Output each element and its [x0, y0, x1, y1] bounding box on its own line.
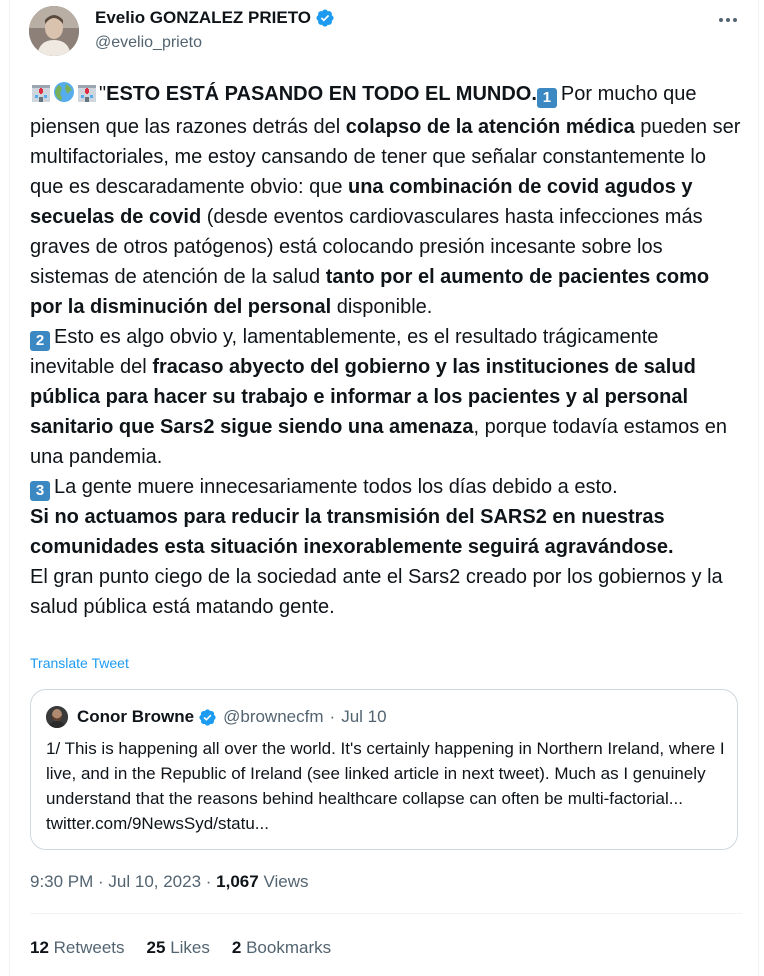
bookmarks-stat[interactable] [232, 938, 331, 958]
bookmarks-count: 2 [231, 938, 242, 957]
quoted-date[interactable]: Jul 10 [341, 707, 387, 726]
author-name-row [95, 8, 335, 28]
hospital-icon [30, 81, 52, 112]
engagement-stats [30, 938, 353, 958]
author-avatar[interactable] [29, 6, 79, 56]
text-span: pueden ser multifactoriales, me estoy cansando de tener que señalar constantemente lo que es descaradamente obvio: que [30, 116, 741, 198]
likes-label: Likes [170, 938, 210, 957]
quoted-separator: · [329, 707, 336, 726]
tweet-meta [30, 872, 309, 892]
keycap-3-icon: 3 [30, 481, 50, 501]
globe-icon [53, 81, 75, 112]
tweet-paragraph-2 [30, 322, 742, 472]
retweets-count: 12 [30, 938, 49, 957]
author-name[interactable]: Evelio GONZALEZ PRIETO [95, 8, 311, 27]
meta-separator: · [201, 872, 217, 891]
quoted-author-avatar[interactable] [46, 706, 68, 728]
tweet-text [30, 79, 742, 622]
tweet-paragraph-3 [30, 472, 742, 502]
bold-span: Si no actuamos para reducir la transmisión del SARS2 en nuestras comunidades esta situación inexorablemente seguirá agravándose. [30, 506, 674, 558]
tweet-date[interactable]: Jul 10, 2023 [108, 872, 202, 891]
more-options-button[interactable] [711, 6, 745, 34]
bold-span: una combinación de covid agudos y secuelas de covid [30, 176, 693, 228]
text-span: , porque todavía estamos en una pandemia. [30, 416, 727, 468]
quoted-author-handle[interactable]: @brownecfm [223, 707, 324, 726]
open-quote: " [99, 83, 107, 105]
likes-stat[interactable] [147, 938, 210, 958]
translate-tweet-link[interactable]: Translate Tweet [30, 655, 129, 671]
keycap-1-icon: 1 [537, 88, 557, 108]
bold-headline: ESTO ESTÁ PASANDO EN TODO EL MUNDO. [106, 83, 537, 105]
quoted-header [77, 707, 387, 727]
tweet-paragraph-5 [30, 562, 742, 622]
quoted-text: 1/ This is happening all over the world. It's certainly happening in Northern Ireland, where I live, and in the Republic of Ireland (see linked article in next tweet). Much as I genuinely understand that the reasons behind healthcare collapse can often be multi-factorial... twitter.com/9NewsSyd/statu... [46, 739, 725, 833]
keycap-2-icon: 2 [30, 331, 50, 351]
views-count: 1,067 [216, 872, 259, 891]
retweets-label: Retweets [53, 938, 125, 957]
verified-badge-icon [315, 8, 335, 28]
meta-separator: · [93, 872, 109, 891]
hospital-icon [76, 81, 98, 112]
retweets-stat[interactable] [30, 938, 125, 958]
tweet-paragraph-4 [30, 502, 742, 562]
bookmarks-label: Bookmarks [246, 938, 332, 957]
divider [30, 913, 742, 914]
text-span: Por mucho que piensen que las razones detrás del [30, 83, 697, 138]
quoted-author-name[interactable]: Conor Browne [77, 707, 195, 726]
quoted-tweet[interactable] [30, 689, 738, 850]
author-handle[interactable]: @evelio_prieto [95, 34, 202, 51]
bold-span: tanto por el aumento de pacientes como por la disminución del personal [30, 266, 710, 318]
likes-count: 25 [146, 938, 166, 957]
bold-span: colapso de la atención médica [345, 116, 635, 138]
tweet-time[interactable]: 9:30 PM [30, 872, 94, 891]
text-span: El gran punto ciego de la sociedad ante el Sars2 creado por los gobiernos y la salud pública está matando gente. [30, 566, 723, 618]
bold-span: fracaso abyecto del gobierno y las instituciones de salud pública para hacer su trabajo e informar a los pacientes y al personal sanitario que Sars2 sigue siendo una amenaza [30, 356, 696, 438]
text-span: Esto es algo obvio y, lamentablemente, es el resultado trágicamente inevitable del [30, 326, 659, 378]
verified-badge-icon [198, 708, 217, 727]
text-span: La gente muere innecesariamente todos los días debido a esto. [54, 476, 618, 498]
text-span: (desde eventos cardiovasculares hasta infecciones más graves de otros patógenos) está colocando presión incesante sobre los sistemas de atención de la salud [30, 206, 703, 288]
tweet-paragraph-1 [30, 79, 742, 322]
more-dots-icon [718, 17, 738, 23]
text-span: disponible. [331, 296, 433, 318]
views-label: Views [263, 872, 309, 891]
